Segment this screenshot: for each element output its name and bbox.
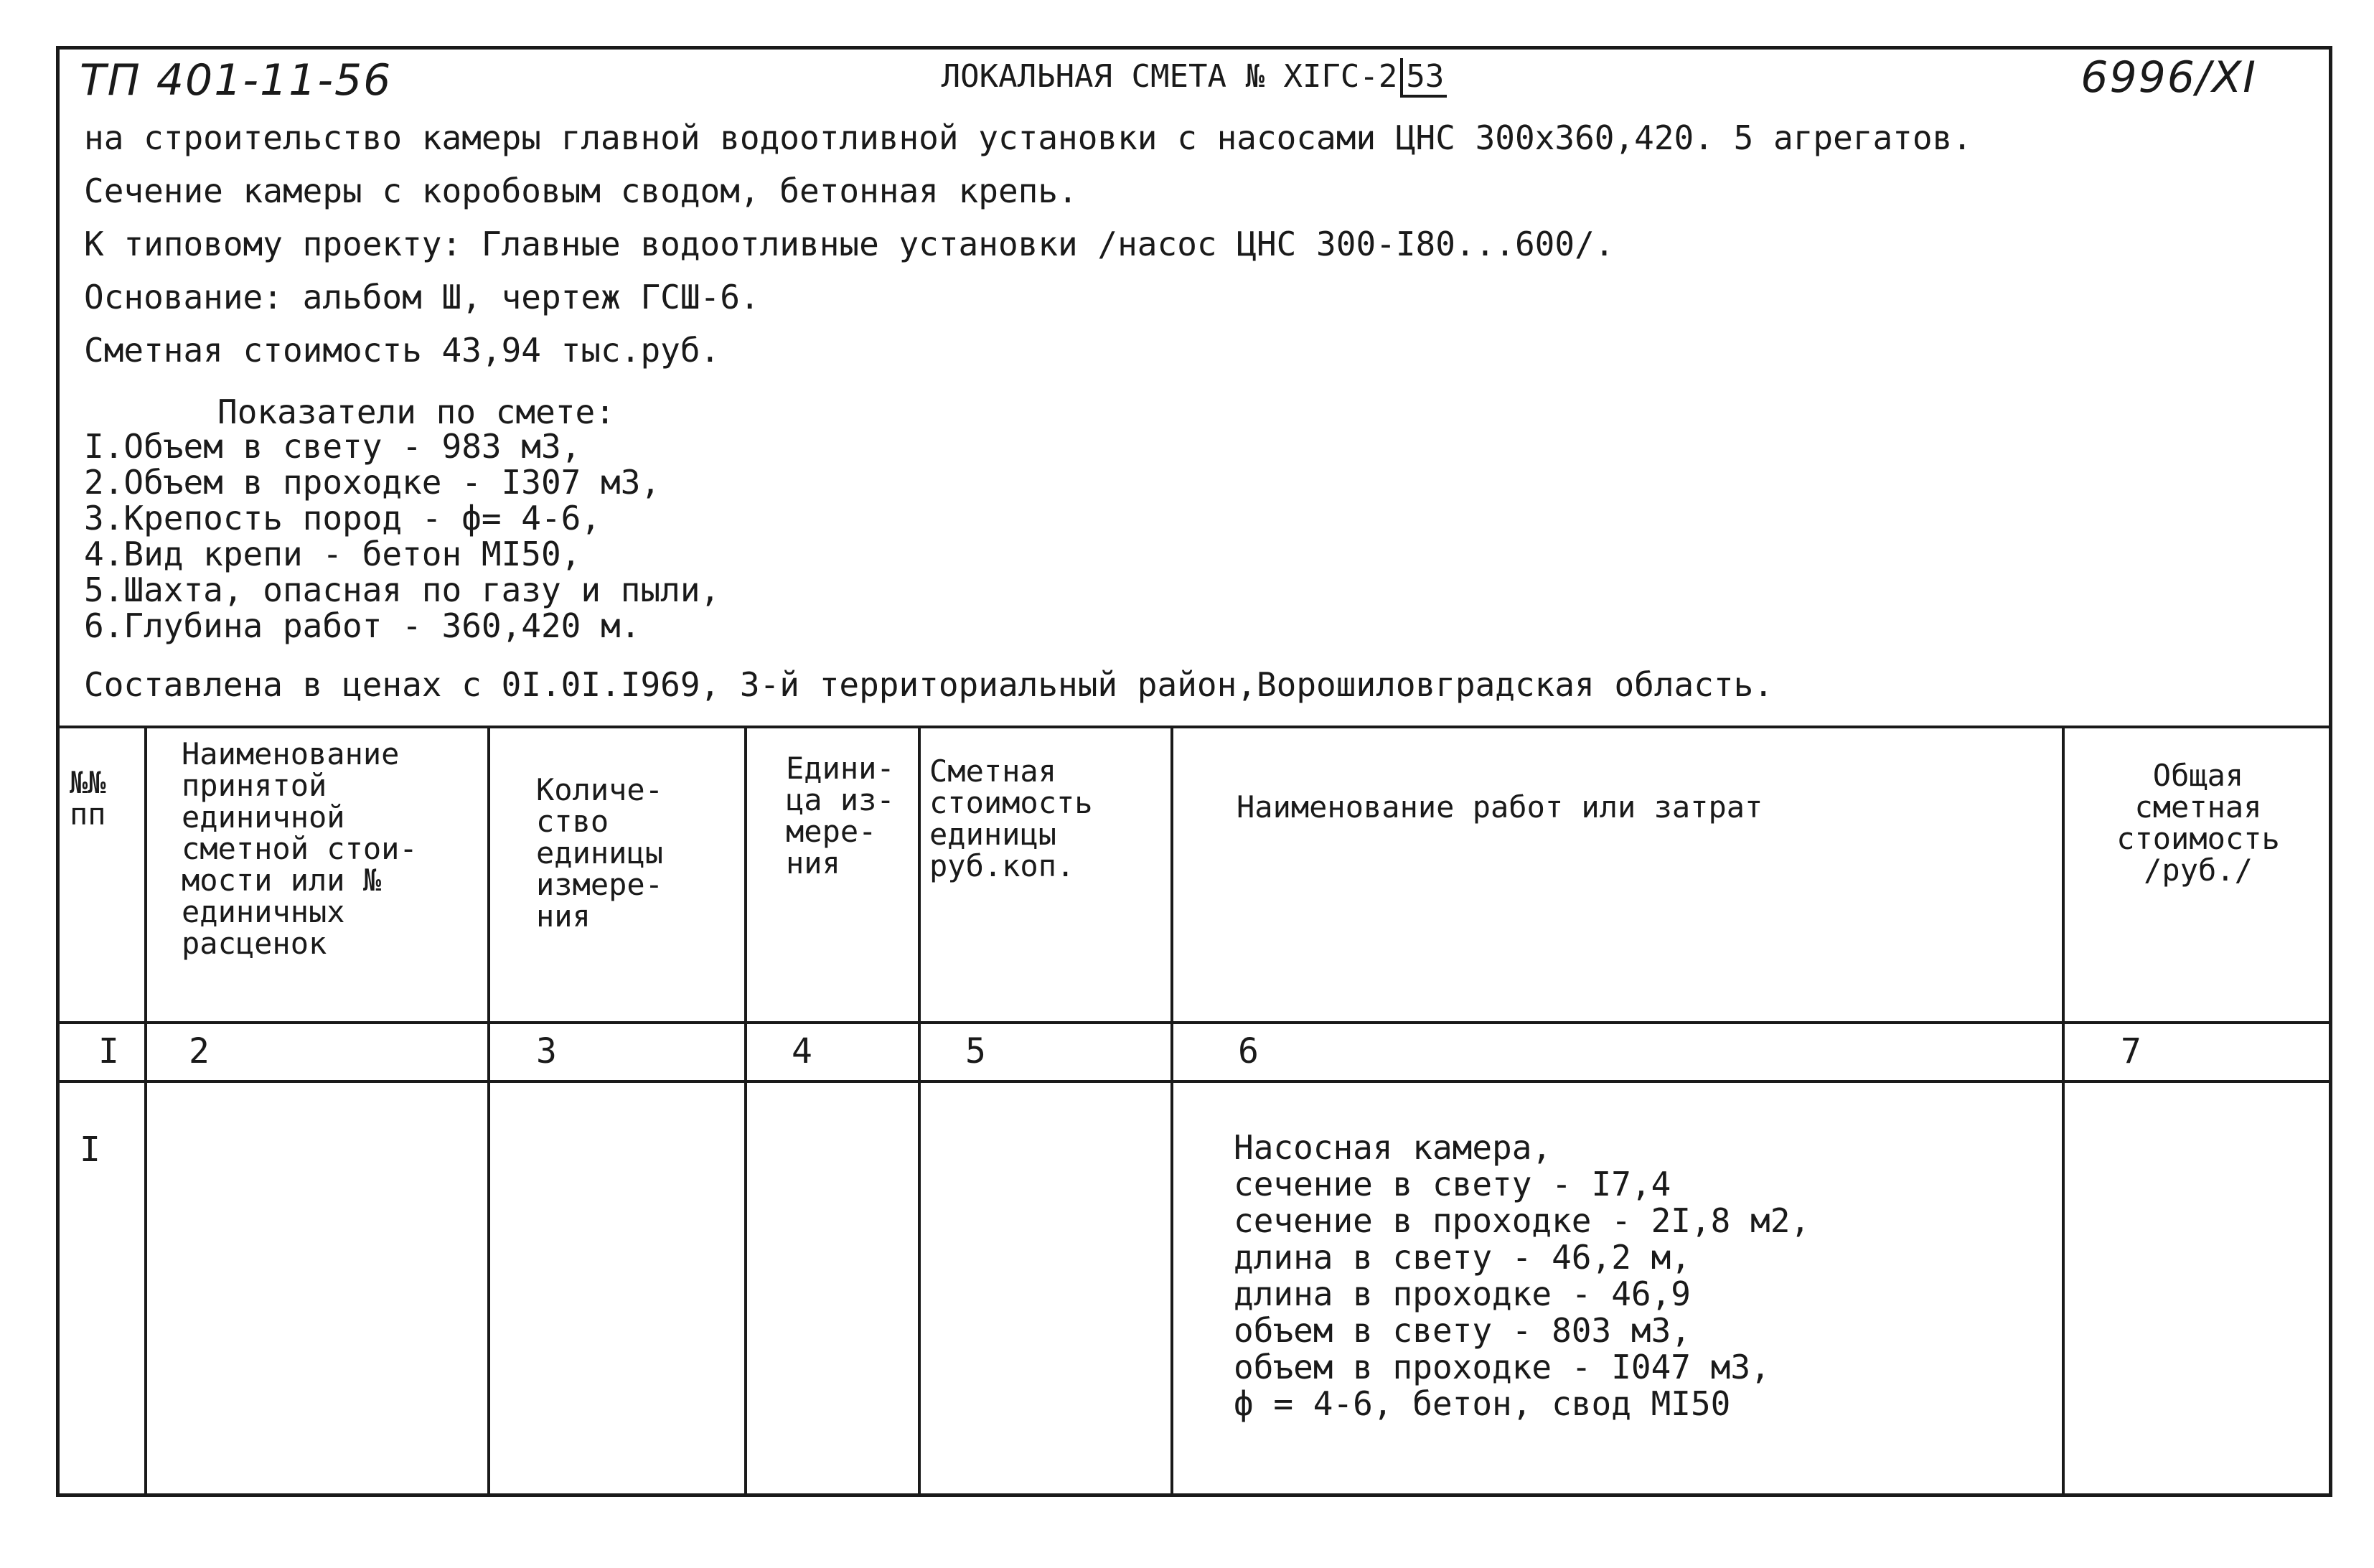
sheet-number: 53 [1400,58,1447,98]
column-number: 4 [792,1031,812,1071]
intro-line: Сечение камеры с коробовым сводом, бетонная крепь. [84,172,1078,210]
row-description: Насосная камера, сечение в свету - I7,4 сечение в проходке - 2I,8 м2, длина в свету - 46,2 м, длина в проходке - 46,9 объем в свету - 803 м3, объем в проходке - I047 м3, ф = 4-6, бетон, свод МI50 [1234,1128,1811,1423]
intro-line: на строительство камеры главной водоотливной установки с насосами ЦНС 300х360,420. 5 агрегатов. [84,118,1972,157]
prices-note: Составлена в ценах с 0I.0I.I969, 3-й территориальный район,Ворошиловградская область. [84,665,1774,704]
table-top-border [60,726,2329,728]
header-cell-rate: Наименование принятой единичной сметной стои- мости или № единичных расценок [182,736,418,961]
column-divider [487,728,490,1493]
column-number: 7 [2121,1031,2141,1071]
title-text: ЛОКАЛЬНАЯ СМЕТА № XIГС-2 [941,58,1398,95]
column-divider [144,728,147,1493]
project-code: ТП 401-11-56 [80,55,393,105]
indicator-item: 5.Шахта, опасная по газу и пыли, [84,571,721,609]
row-number: I [80,1130,100,1170]
column-divider [744,728,747,1493]
header-cell-works: Наименование работ или затрат [1237,789,1763,825]
estimate-sheet [56,46,2332,1497]
document-title [60,58,2329,95]
header-cell-unit-cost: Сметная стоимость единицы руб.коп. [929,754,1093,883]
header-cell-total: Общая сметная стоимость /руб./ [2116,758,2280,888]
header-cell-unit: Едини- ца из- мере- ния [786,751,895,881]
column-number: I [98,1031,119,1071]
indicator-item: 6.Глубина работ - 360,420 м. [84,606,641,645]
column-divider [918,728,921,1493]
indicator-item: 3.Крепость пород - ф= 4-6, [84,499,601,537]
header-cell-no: №№ пп [70,765,106,832]
intro-line: Основание: альбом Ш, чертеж ГСШ-6. [84,278,760,316]
numbers-bottom-border [60,1080,2329,1083]
column-number: 5 [965,1031,986,1071]
column-divider [1170,728,1173,1493]
indicator-item: 4.Вид крепи - бетон МI50, [84,535,581,573]
intro-line: К типовому проекту: Главные водоотливные установки /насос ЦНС 300-I80...600/. [84,225,1615,263]
header-bottom-border [60,1021,2329,1024]
column-number: 3 [536,1031,557,1071]
intro-line: Сметная стоимость 43,94 тыс.руб. [84,331,721,370]
column-divider [2062,728,2065,1493]
indicator-item: 2.Объем в проходке - I307 м3, [84,463,661,502]
indicators-heading: Показатели по смете: [217,393,615,431]
column-number: 6 [1238,1031,1259,1071]
archive-code: 6996/XI [2080,52,2257,103]
indicator-item: I.Объем в свету - 983 м3, [84,427,581,466]
header-cell-quantity: Количе- ство единицы измере- ния [536,772,664,934]
column-number: 2 [189,1031,210,1071]
